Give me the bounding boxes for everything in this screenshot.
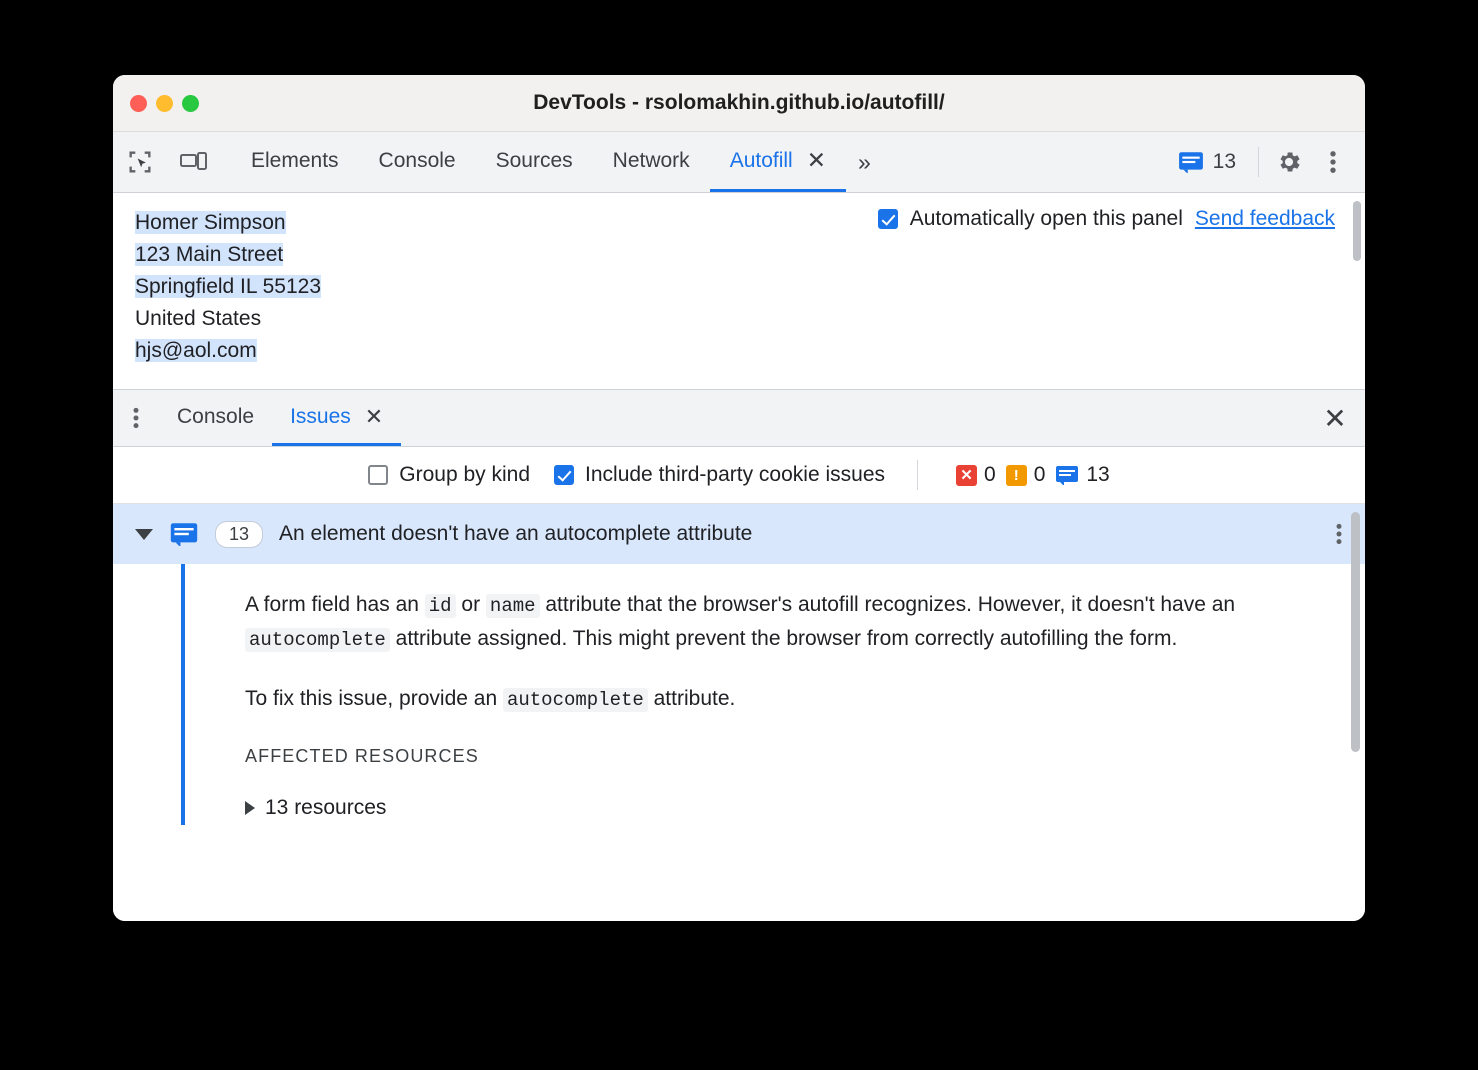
close-icon[interactable]: ✕ (364, 403, 384, 429)
drawer-tab-issues[interactable] (272, 390, 401, 446)
drawer-tab-label: Issues (290, 404, 351, 428)
issue-description-2 (245, 682, 1325, 716)
close-drawer-button[interactable]: ✕ (1323, 402, 1347, 434)
panel-tabs (231, 132, 883, 192)
close-window-button[interactable] (130, 95, 147, 112)
issue-row-header[interactable] (113, 504, 1365, 564)
device-toolbar-icon[interactable] (167, 132, 221, 192)
affected-resources-label: 13 resources (265, 796, 387, 820)
address-name: Homer Simpson (135, 211, 286, 234)
maximize-window-button[interactable] (182, 95, 199, 112)
address-street: 123 Main Street (135, 242, 284, 266)
group-by-kind-control[interactable] (368, 463, 530, 487)
auto-open-label: Automatically open this panel (909, 207, 1183, 230)
drawer-tab-console[interactable] (159, 390, 272, 446)
devtools-toolbar (113, 132, 1365, 193)
text-fragment: attribute assigned. This might prevent the browser from correctly autofilling the form. (389, 627, 1178, 651)
autofill-options (878, 207, 1335, 231)
address-line (135, 271, 1365, 303)
warning-count-label: 0 (1033, 463, 1046, 486)
address-line (135, 335, 1365, 367)
third-party-cookies-control[interactable] (554, 463, 885, 487)
text-fragment: attribute. (647, 687, 736, 711)
text-fragment: attribute that the browser's autofill recognizes. However, it doesn't have an (539, 593, 1236, 616)
issues-scrollbar[interactable] (1351, 512, 1360, 752)
group-by-kind-label: Group by kind (399, 463, 531, 486)
text-fragment: A form field has an (245, 593, 425, 616)
tab-label: Autofill (729, 148, 793, 172)
tab-network[interactable] (593, 132, 710, 192)
tab-autofill[interactable] (710, 132, 846, 192)
error-icon: ✕ (956, 465, 977, 486)
issue-counts (956, 463, 1110, 487)
tab-label: Console (378, 148, 456, 172)
address-line (135, 239, 1365, 271)
kebab-menu-icon[interactable] (1311, 148, 1355, 176)
send-feedback-link[interactable]: Send feedback (1194, 207, 1335, 230)
issue-message-icon (1178, 151, 1204, 173)
issue-detail (181, 564, 1365, 825)
divider (917, 460, 918, 490)
drawer-menu-icon[interactable] (113, 390, 159, 446)
text-fragment: or (455, 593, 486, 616)
address-email: hjs@aol.com (135, 338, 257, 362)
toolbar-right (1164, 132, 1365, 192)
autofill-scrollbar[interactable] (1353, 201, 1361, 261)
tab-label: Sources (495, 148, 573, 172)
tab-label: Elements (251, 148, 339, 172)
affected-resources-toggle[interactable] (245, 791, 1325, 825)
issue-title: An element doesn't have an autocomplete attribute (279, 522, 753, 545)
third-party-checkbox[interactable] (554, 465, 574, 485)
error-count (956, 463, 996, 487)
issues-counter[interactable] (1164, 150, 1250, 174)
window-titlebar (113, 75, 1365, 132)
more-tabs-icon[interactable]: » (858, 148, 871, 175)
issues-count-label: 13 (1212, 150, 1236, 173)
drawer-tab-label: Console (177, 404, 255, 428)
issue-message-icon (169, 522, 199, 546)
minimize-window-button[interactable] (156, 95, 173, 112)
autofill-panel (113, 193, 1365, 390)
code-autocomplete: autocomplete (503, 688, 648, 712)
devtools-window (113, 75, 1365, 921)
address-line (135, 303, 1365, 335)
issue-count-badge: 13 (215, 521, 263, 548)
drawer-tabbar (113, 390, 1365, 447)
text-fragment: To fix this issue, provide an (245, 687, 503, 711)
issues-list (113, 504, 1365, 921)
tab-label: Network (612, 148, 690, 172)
info-count (1055, 463, 1109, 487)
chevron-down-icon[interactable] (135, 529, 153, 540)
tab-elements[interactable] (231, 132, 359, 192)
info-count-label: 13 (1086, 463, 1110, 486)
window-controls[interactable] (130, 95, 199, 112)
affected-resources-heading: AFFECTED RESOURCES (245, 746, 479, 767)
chevron-right-icon[interactable] (245, 801, 255, 815)
close-icon[interactable]: ✕ (806, 147, 826, 173)
inspect-icon[interactable] (113, 132, 167, 192)
warning-count (1006, 463, 1046, 487)
error-count-label: 0 (984, 463, 996, 486)
window-title: DevTools - rsolomakhin.github.io/autofill/ (533, 91, 945, 114)
tab-sources[interactable] (476, 132, 593, 192)
gear-icon[interactable] (1267, 148, 1311, 176)
auto-open-checkbox[interactable] (878, 209, 898, 229)
warning-icon: ! (1006, 465, 1027, 486)
code-name: name (486, 594, 540, 618)
divider (1258, 147, 1259, 177)
issue-description-1 (245, 588, 1325, 656)
code-autocomplete: autocomplete (245, 628, 390, 652)
tab-console[interactable] (359, 132, 476, 192)
address-city-state-zip: Springfield IL 55123 (135, 274, 322, 298)
group-by-kind-checkbox[interactable] (368, 465, 388, 485)
address-country: United States (135, 306, 262, 330)
third-party-label: Include third-party cookie issues (585, 463, 885, 486)
info-message-icon (1055, 465, 1079, 485)
issues-filter-bar (113, 447, 1365, 504)
code-id: id (425, 594, 456, 618)
